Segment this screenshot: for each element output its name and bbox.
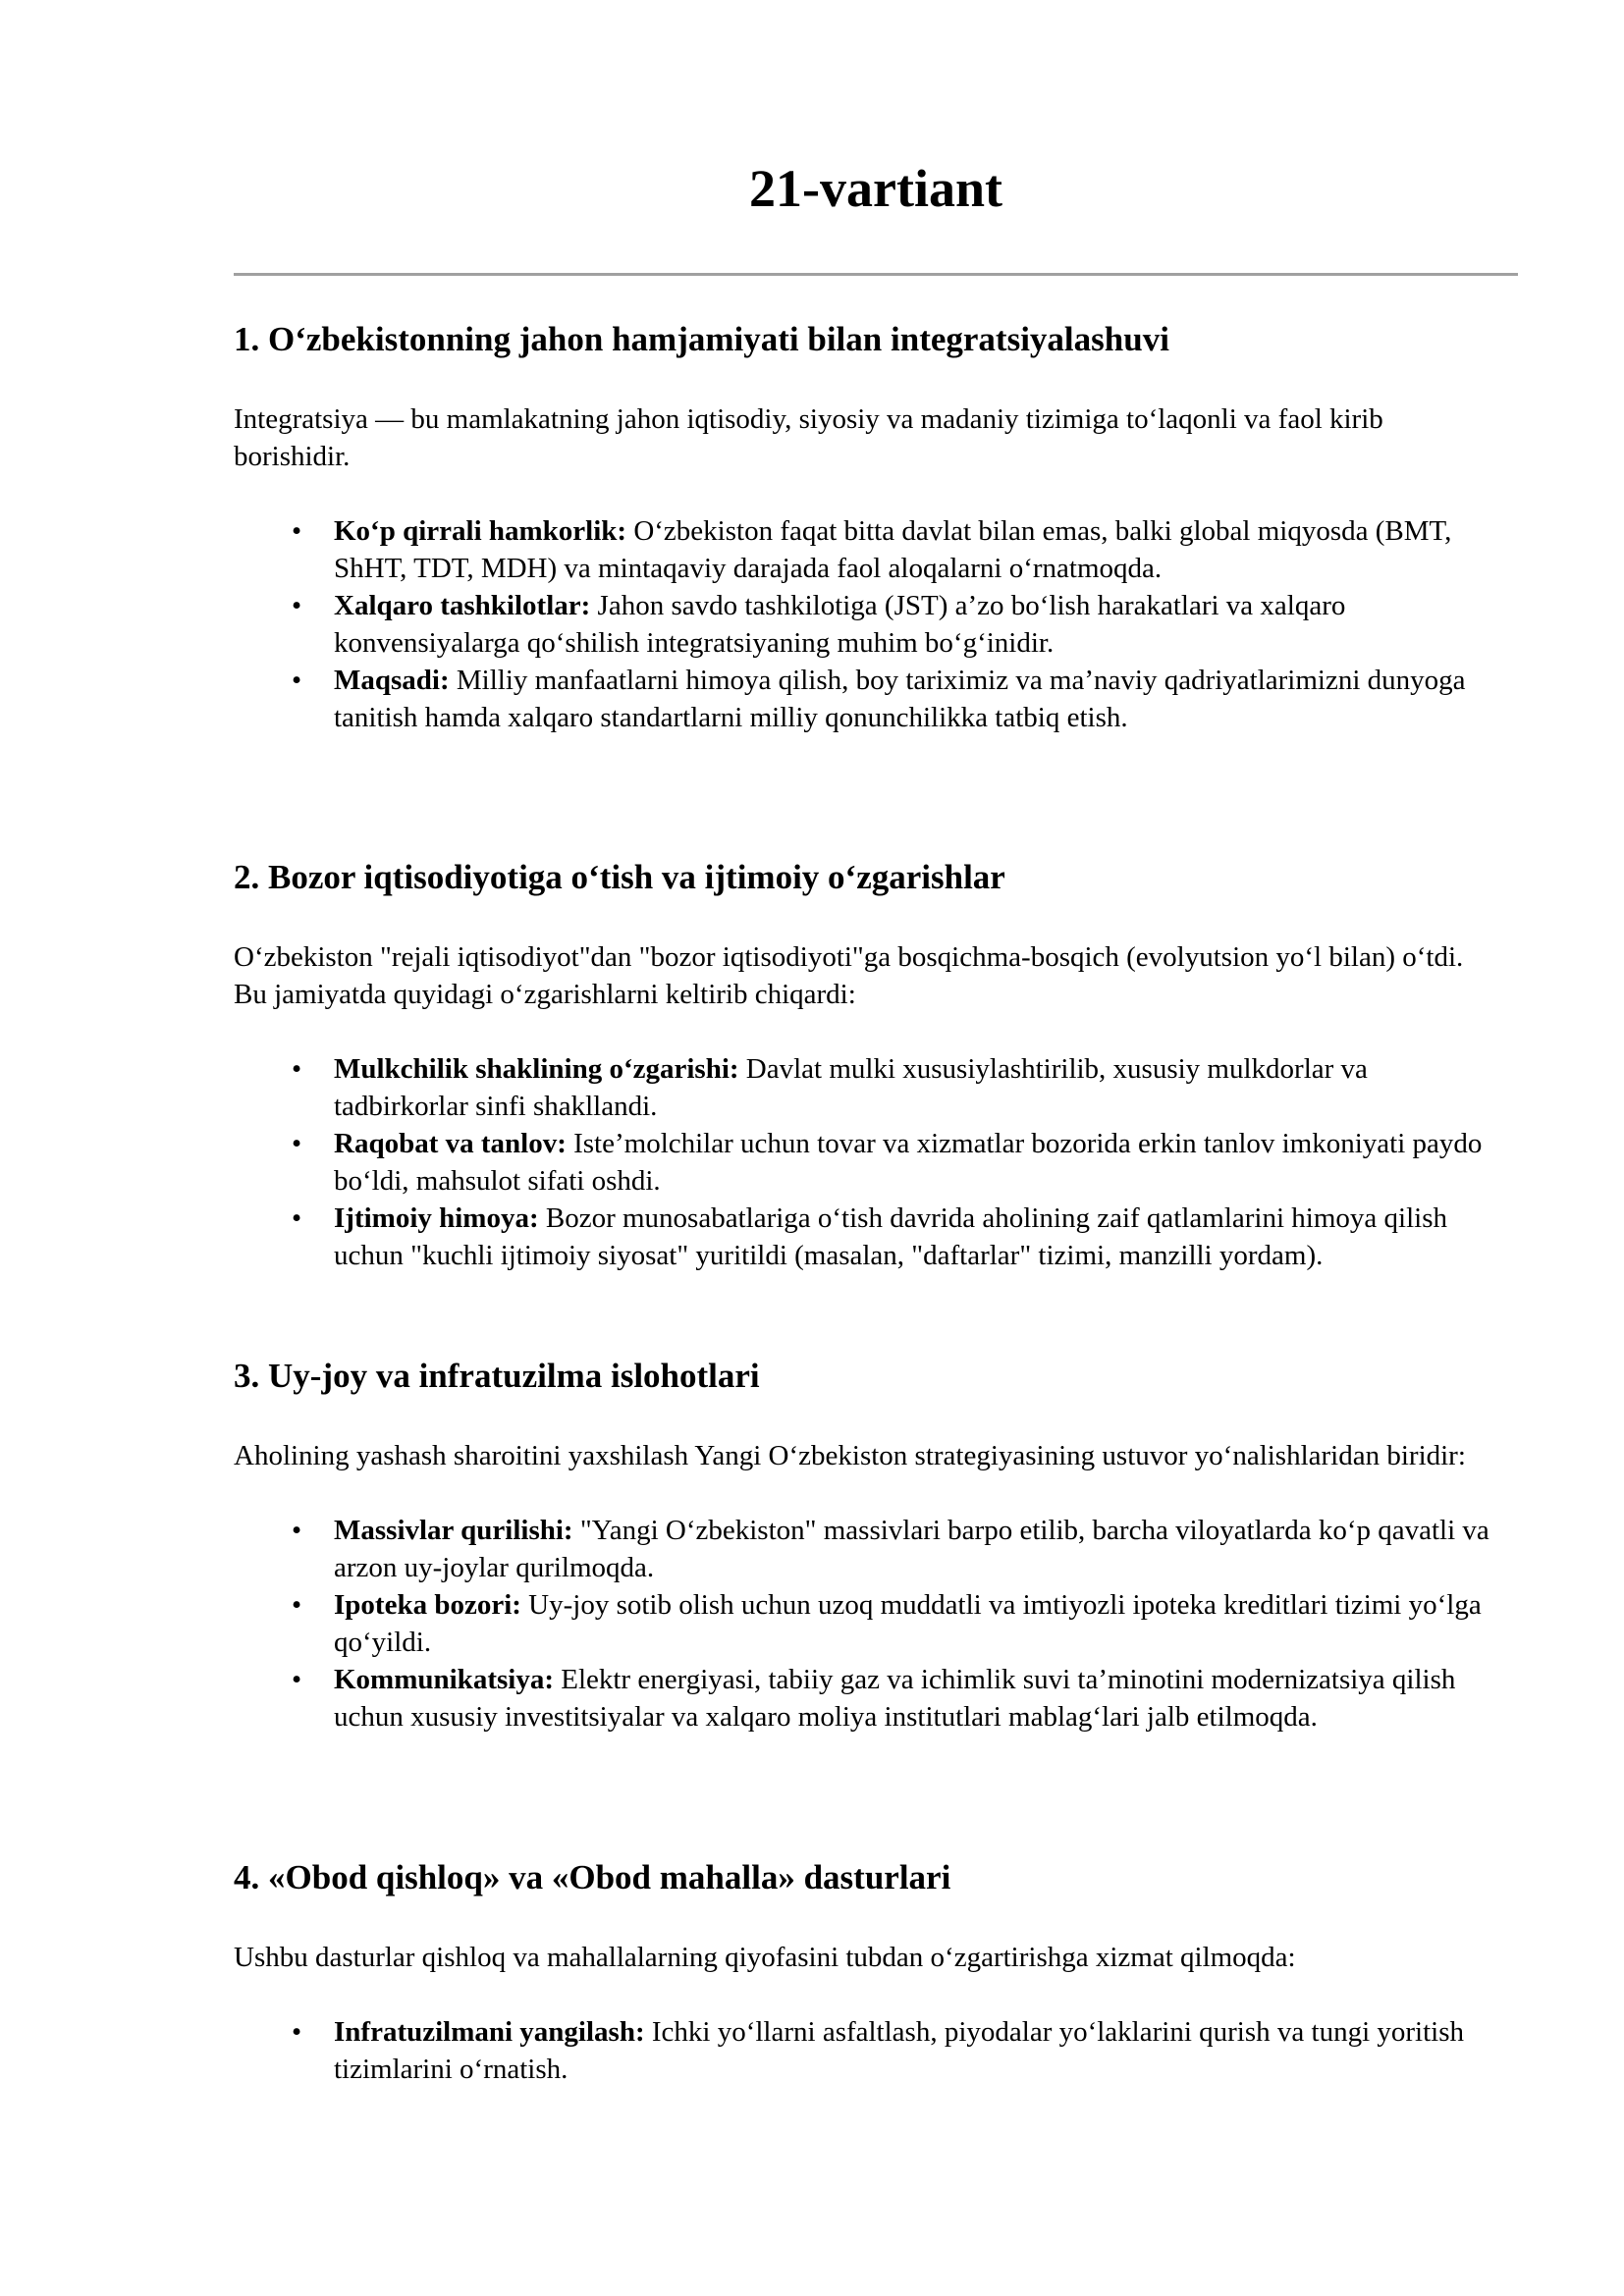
bullet-icon: • bbox=[292, 1202, 302, 1234]
item-term: Raqobat va tanlov: bbox=[334, 1128, 567, 1159]
item-term: Massivlar qurilishi: bbox=[334, 1515, 573, 1546]
bullet-icon: • bbox=[292, 1589, 302, 1621]
item-text: Ichki yo‘llarni asfaltlash, piyodalar yo‘laklarini qurish va tungi yoritish tizimlarini o‘rnatish. bbox=[334, 2016, 1464, 2085]
section-intro: Integratsiya — bu mamlakatning jahon iqtisodiy, siyosiy va madaniy tizimiga to‘laqonli va faol kirib borishidir. bbox=[234, 403, 1383, 472]
section-intro: Ushbu dasturlar qishloq va mahallalarning qiyofasini tubdan o‘zgartirishga xizmat qilmoqda: bbox=[234, 1942, 1296, 1973]
item-text: Elektr energiyasi, tabiiy gaz va ichimlik suvi ta’minotini modernizatsiya qilish uchun xususiy investitsiyalar va xalqaro moliya institutlari mablag‘lari jalb etilmoqda. bbox=[334, 1664, 1456, 1733]
section-market-economy bbox=[234, 854, 1518, 1274]
list-item bbox=[234, 1512, 1502, 1586]
list-item bbox=[234, 512, 1502, 587]
item-term: Maqsadi: bbox=[334, 665, 450, 696]
item-text: Milliy manfaatlarni himoya qilish, boy tariximiz va ma’naviy qadriyatlarimizni dunyoga tanitish hamda xalqaro standartlarni milliy qonunchilikka tatbiq etish. bbox=[334, 665, 1466, 733]
bullet-icon: • bbox=[292, 515, 302, 547]
list-item bbox=[234, 662, 1502, 736]
list-item bbox=[234, 1125, 1502, 1200]
list-item bbox=[234, 2013, 1502, 2088]
bullet-icon: • bbox=[292, 2016, 302, 2048]
bullet-icon: • bbox=[292, 1515, 302, 1546]
item-text: Iste’molchilar uchun tovar va xizmatlar bozorida erkin tanlov imkoniyati paydo bo‘ldi, mahsulot sifati oshdi. bbox=[334, 1128, 1483, 1197]
item-term: Infratuzilmani yangilash: bbox=[334, 2016, 645, 2048]
section-housing bbox=[234, 1353, 1518, 1735]
bullet-icon: • bbox=[292, 590, 302, 621]
list-item bbox=[234, 1586, 1502, 1661]
item-text: Jahon savdo tashkilotiga (JST) a’zo bo‘lish harakatlari va xalqaro konvensiyalarga qo‘shilish integratsiyaning muhim bo‘g‘inidir. bbox=[334, 590, 1346, 659]
item-text: O‘zbekiston faqat bitta davlat bilan emas, balki global miqyosda (BMT, ShHT, TDT, MDH) va mintaqaviy darajada faol aloqalarni o‘rnatmoqda. bbox=[334, 515, 1452, 584]
section-integration bbox=[234, 316, 1518, 736]
section-heading: 4. «Obod qishloq» va «Obod mahalla» dasturlari bbox=[234, 1858, 951, 1896]
section-heading: 3. Uy-joy va infratuzilma islohotlari bbox=[234, 1357, 760, 1395]
bullet-icon: • bbox=[292, 1128, 302, 1159]
bullet-list bbox=[234, 1512, 1518, 1735]
bullet-icon: • bbox=[292, 665, 302, 696]
section-heading: 1. O‘zbekistonning jahon hamjamiyati bilan integratsiyalashuvi bbox=[234, 320, 1169, 358]
item-text: "Yangi O‘zbekiston" massivlari barpo etilib, barcha viloyatlarda ko‘p qavatli va arzon uy-joylar qurilmoqda. bbox=[334, 1515, 1489, 1583]
bullet-list bbox=[234, 2013, 1518, 2088]
item-text: Davlat mulki xususiylashtirilib, xususiy mulkdorlar va tadbirkorlar sinfi shakllandi. bbox=[334, 1053, 1368, 1122]
item-term: Ijtimoiy himoya: bbox=[334, 1202, 539, 1234]
bullet-icon: • bbox=[292, 1664, 302, 1695]
list-item bbox=[234, 1200, 1502, 1274]
title-divider bbox=[234, 273, 1518, 276]
section-intro: Aholining yashash sharoitini yaxshilash Yangi O‘zbekiston strategiyasining ustuvor yo‘nalishlaridan biridir: bbox=[234, 1440, 1466, 1471]
item-term: Xalqaro tashkilotlar: bbox=[334, 590, 591, 621]
list-item bbox=[234, 1661, 1502, 1735]
section-obod-programs bbox=[234, 1854, 1518, 2088]
section-intro: O‘zbekiston "rejali iqtisodiyot"dan "bozor iqtisodiyoti"ga bosqichma-bosqich (evolyutsion yo‘l bilan) o‘tdi. Bu jamiyatda quyidagi o‘zgarishlarni keltirib chiqardi: bbox=[234, 941, 1464, 1010]
bullet-icon: • bbox=[292, 1053, 302, 1085]
bullet-list bbox=[234, 512, 1518, 736]
bullet-list bbox=[234, 1050, 1518, 1274]
document-title: 21-vartiant bbox=[749, 159, 1002, 218]
item-term: Ipoteka bozori: bbox=[334, 1589, 521, 1621]
item-text: Uy-joy sotib olish uchun uzoq muddatli va imtiyozli ipoteka kreditlari tizimi yo‘lga qo‘yildi. bbox=[334, 1589, 1482, 1658]
list-item bbox=[234, 587, 1502, 662]
section-heading: 2. Bozor iqtisodiyotiga o‘tish va ijtimoiy o‘zgarishlar bbox=[234, 858, 1005, 896]
list-item bbox=[234, 1050, 1502, 1125]
item-text: Bozor munosabatlariga o‘tish davrida aholining zaif qatlamlarini himoya qilish uchun "kuchli ijtimoiy siyosat" yuritildi (masalan, "daftarlar" tizimi, manzilli yordam). bbox=[334, 1202, 1447, 1271]
item-term: Ko‘p qirrali hamkorlik: bbox=[334, 515, 627, 547]
item-term: Mulkchilik shaklining o‘zgarishi: bbox=[334, 1053, 739, 1085]
item-term: Kommunikatsiya: bbox=[334, 1664, 554, 1695]
